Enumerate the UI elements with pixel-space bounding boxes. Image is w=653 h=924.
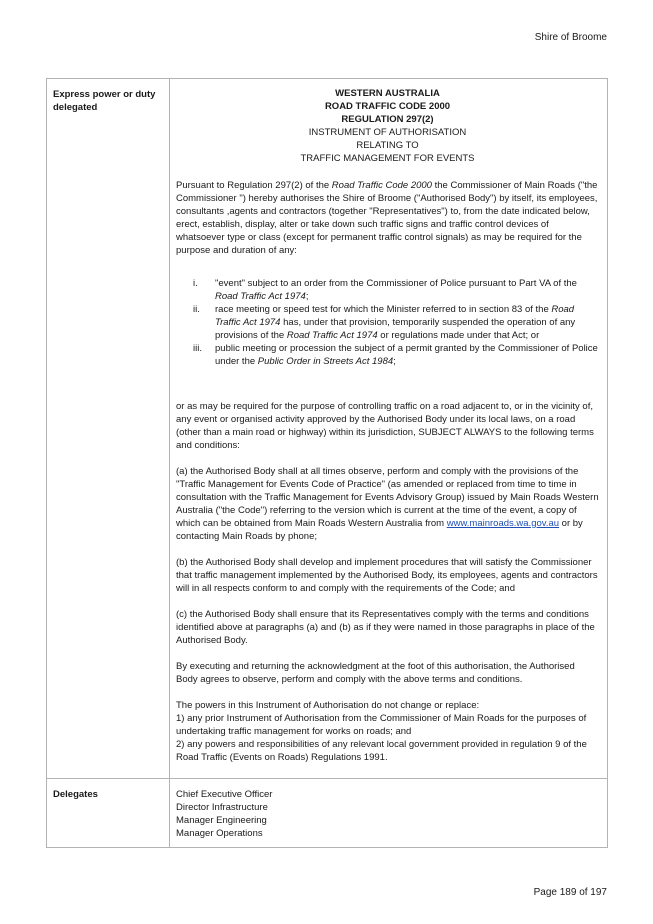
event-list	[176, 277, 599, 368]
title-line-4: INSTRUMENT OF AUTHORISATION	[308, 127, 467, 138]
row-label-power: Express power or duty delegated	[47, 79, 170, 779]
purpose-paragraph: or as may be required for the purpose of controlling traffic on a road adjacent to, or in the vicinity of, any event or organised activity approved by the Authorised Body under its local laws, on a road (other than a main road or highway) within its jurisdiction, SUBJECT ALWAYS to the following terms and conditions:	[176, 401, 594, 451]
mainroads-link[interactable]: www.mainroads.wa.gov.au	[446, 518, 560, 529]
title-line-2: ROAD TRAFFIC CODE 2000	[324, 101, 451, 112]
delegate-item: Manager Engineering	[176, 815, 267, 826]
acknowledgment-paragraph: By executing and returning the acknowledgment at the foot of this authorisation, the Authorised Body agrees to observe, perform and comply with the above terms and conditions.	[176, 661, 575, 685]
list-item	[176, 342, 599, 368]
powers-paragraph	[176, 699, 599, 764]
table-row	[47, 779, 608, 848]
powers-line: 1) any prior Instrument of Authorisation from the Commissioner of Main Roads for the purposes of undertaking traffic management for works on roads; and	[176, 713, 587, 737]
page-number: Page 189 of 197	[533, 887, 607, 898]
page-header-org: Shire of Broome	[534, 32, 607, 43]
list-text: race meeting or speed test for which the Minister referred to in section 83 of the Road Traffic Act 1974 has, under that provision, temporarily suspended the operation of any provisions of the Road Traffic Act 1974 or regulations made under that Act; or	[215, 304, 576, 341]
list-number: ii.	[193, 304, 200, 315]
condition-a-paragraph: (a) the Authorised Body shall at all times observe, perform and comply with the provisions of the "Traffic Management for Events Code of Practice" (as amended or replaced from time to time in consultation with the Traffic Management for Events Advisory Group) issued by Main Roads Western Australia ("the Code") referring to the version which is current at the time of the event, a copy of which can be obtained from Main Roads Western Australia from www.mainroads.wa.gov.au or by contacting Main Roads by phone;	[176, 466, 599, 542]
list-item	[176, 303, 599, 342]
title-line-3: REGULATION 297(2)	[341, 114, 434, 125]
delegate-item: Chief Executive Officer	[176, 789, 273, 800]
condition-b-paragraph: (b) the Authorised Body shall develop and implement procedures that will satisfy the Commissioner that traffic management implemented by the Authorised Body, its employees, agents and contractors will in all respects conform to and comply with the requirements of the Code; and	[176, 557, 598, 594]
powers-line: 2) any powers and responsibilities of any relevant local government provided in regulation 9 of the Road Traffic (Events on Roads) Regulations 1991.	[176, 739, 587, 763]
row-label-delegates: Delegates	[47, 779, 170, 848]
text-run: Pursuant to Regulation 297(2) of the	[176, 180, 332, 191]
powers-line: The powers in this Instrument of Authorisation do not change or replace:	[176, 700, 480, 711]
list-text: public meeting or procession the subject of a permit granted by the Commissioner of Police under the Public Order in Streets Act 1984;	[215, 343, 598, 367]
delegates-list	[176, 788, 599, 840]
condition-c-paragraph: (c) the Authorised Body shall ensure that its Representatives comply with the terms and conditions identified above at paragraphs (a) and (b) as if they were named in those paragraphs in place of the Authorised Body.	[176, 609, 595, 646]
title-line-5: RELATING TO	[356, 140, 419, 151]
title-line-1: WESTERN AUSTRALIA	[335, 88, 440, 99]
text-run-italic: Road Traffic Code 2000	[331, 180, 432, 191]
list-number: i.	[193, 278, 198, 289]
delegate-item: Director Infrastructure	[176, 802, 268, 813]
row-content-delegates	[170, 779, 608, 848]
delegate-item: Manager Operations	[176, 828, 263, 839]
instrument-title	[176, 87, 599, 165]
row-content-power	[170, 79, 608, 779]
table-row	[47, 79, 608, 779]
authorisation-paragraph	[176, 179, 599, 257]
list-item	[176, 277, 599, 303]
list-text: "event" subject to an order from the Commissioner of Police pursuant to Part VA of the Road Traffic Act 1974;	[215, 278, 577, 302]
list-number: iii.	[193, 343, 202, 354]
delegation-table	[46, 78, 608, 848]
title-line-6: TRAFFIC MANAGEMENT FOR EVENTS	[300, 153, 475, 164]
text-run: the Commissioner of Main Roads ("the Commissioner ") hereby authorises the Shire of Broome ("Authorised Body") by itself, its employees, consultants ,agents and contractors (together "Representatives") to, from the date indicated below, erect, establish, display, alter or take down such traffic signs and traffic control devices of whatsoever type or class (except for permanent traffic control signals) as may be required for the purpose and duration of any:	[176, 180, 598, 256]
